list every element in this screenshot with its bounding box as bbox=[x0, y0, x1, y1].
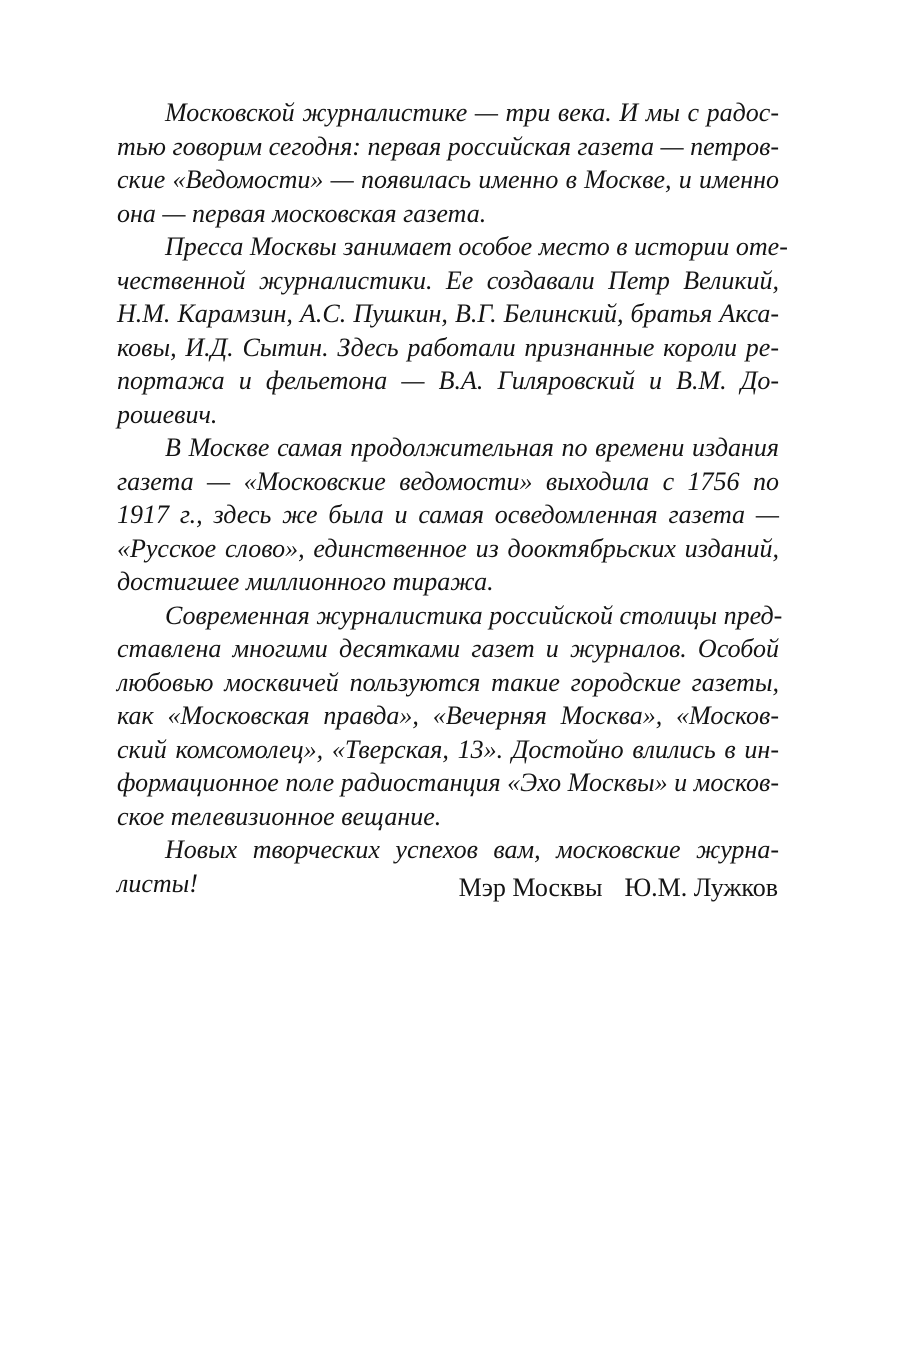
text-line: рошевич. bbox=[117, 399, 218, 429]
text-line: тью говорим сегодня: первая российская газета — петров- bbox=[117, 131, 780, 161]
text-line: ставлена многими десятками газет и журналов. Особой bbox=[117, 634, 779, 663]
signature bbox=[459, 871, 778, 905]
text-line: Новых творческих успехов вам, московские журна- bbox=[165, 835, 779, 864]
text-line: чественной журналистики. Ее создавали Петр Великий, bbox=[117, 265, 779, 295]
text-line: Пресса Москвы занимает особое место в истории оте- bbox=[165, 232, 788, 261]
text-line: ский комсомолец», «Тверская, 13». Достойно влились в ин- bbox=[117, 734, 779, 764]
signature-title: Мэр Москвы bbox=[458, 873, 603, 902]
address-text bbox=[117, 96, 788, 900]
paragraph bbox=[117, 96, 779, 230]
signature-name: Ю.М. Лужков bbox=[624, 873, 778, 902]
text-line: формационное поле радиостанция «Эхо Москвы» и москов- bbox=[117, 768, 779, 797]
text-line: Современная журналистика российской столицы пред- bbox=[165, 600, 783, 630]
text-line: она — первая московская газета. bbox=[117, 198, 487, 228]
text-line: газета — «Московские ведомости» выходила с 1756 по bbox=[117, 466, 779, 496]
text-line: достигшее миллионного тиража. bbox=[117, 567, 494, 596]
text-line: Н.М. Карамзин, А.С. Пушкин, В.Г. Белинский, братья Акса- bbox=[117, 299, 779, 328]
paragraph bbox=[117, 431, 779, 599]
text-line: листы! bbox=[117, 868, 198, 898]
text-line: 1917 г., здесь же была и самая осведомленная газета — bbox=[117, 500, 779, 529]
text-line: портажа и фельетона — В.А. Гиляровский и В.М. До- bbox=[117, 366, 779, 395]
text-line: ское телевизионное вещание. bbox=[117, 801, 442, 831]
text-line: Московской журналистике — три века. И мы с радос- bbox=[165, 98, 779, 127]
text-line: как «Московская правда», «Вечерняя Москва», «Москов- bbox=[117, 701, 779, 730]
text-line: ские «Ведомости» — появилась именно в Москве, и именно bbox=[117, 165, 779, 194]
paragraph bbox=[117, 230, 788, 431]
paragraph bbox=[117, 599, 783, 834]
text-line: любовью москвичей пользуются такие городские газеты, bbox=[117, 667, 779, 697]
text-line: В Москве самая продолжительная по времени издания bbox=[165, 433, 779, 462]
text-line: «Русское слово», единственное из дооктябрьских изданий, bbox=[117, 533, 779, 563]
text-line: ковы, И.Д. Сытин. Здесь работали признанные короли ре- bbox=[117, 332, 779, 362]
